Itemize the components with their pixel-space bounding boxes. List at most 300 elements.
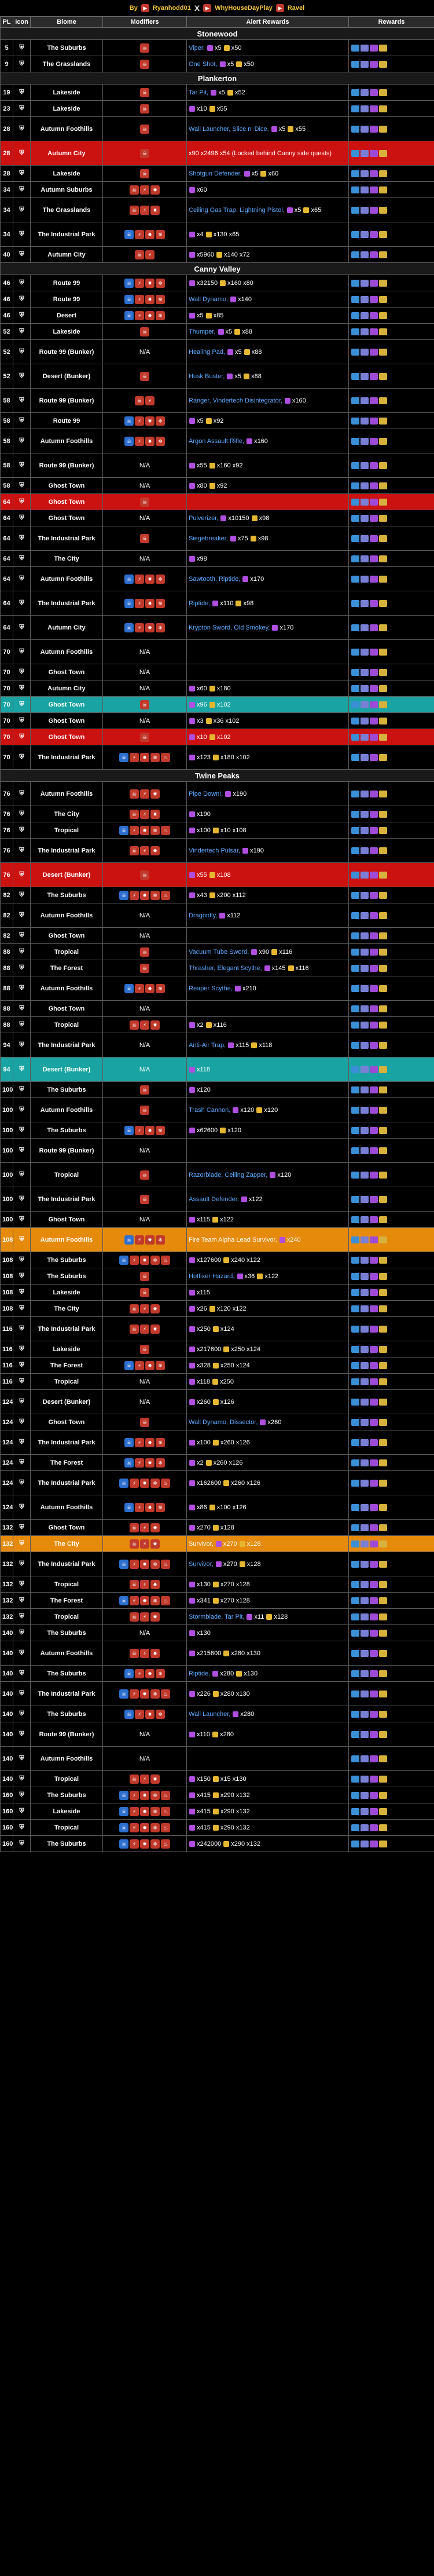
mission-type-icon: ⛨ (13, 275, 31, 291)
alert-reward-amount-2: x280 (220, 1730, 234, 1738)
reward-icon (370, 754, 378, 761)
table-row[interactable] (1, 1122, 434, 1139)
biome: The Suburbs (31, 1268, 103, 1285)
table-row[interactable] (1, 1536, 434, 1552)
reward-item-icon (189, 1306, 195, 1312)
table-row[interactable] (1, 944, 434, 960)
power-level: 108 (1, 1301, 13, 1317)
table-row[interactable] (1, 141, 434, 166)
table-row[interactable] (1, 640, 434, 664)
reward-item-icon (189, 1525, 195, 1531)
table-row[interactable] (1, 806, 434, 822)
table-row[interactable] (1, 1058, 434, 1082)
biome: Desert (Bunker) (31, 364, 103, 389)
power-level: 108 (1, 1268, 13, 1285)
modifiers (103, 1163, 187, 1187)
mission-type-icon: ⛨ (13, 1122, 31, 1139)
modifier-icon: ❄ (150, 1839, 160, 1849)
table-row[interactable] (1, 903, 434, 928)
alert-reward-amount: x160 (254, 437, 268, 445)
reward-icon (379, 45, 387, 52)
table-row[interactable] (1, 1430, 434, 1455)
biome: Tropical (31, 944, 103, 960)
table-row[interactable] (1, 247, 434, 263)
table-row[interactable] (1, 166, 434, 182)
alert-reward-amount: x60 (197, 186, 207, 193)
modifier-icon: ☠ (119, 891, 128, 900)
reward-icon (379, 1005, 387, 1012)
table-row[interactable] (1, 745, 434, 770)
modifiers (103, 324, 187, 340)
header-biome: Biome (31, 17, 103, 28)
reward-icon (351, 1776, 359, 1783)
table-row[interactable] (1, 1374, 434, 1390)
alert-rewards (187, 903, 349, 928)
table-row[interactable] (1, 1033, 434, 1058)
reward-icon (351, 1581, 359, 1588)
rewards (349, 1609, 434, 1625)
rewards (349, 1593, 434, 1609)
rewards (349, 1187, 434, 1212)
mission-type-icon: ⛨ (13, 591, 31, 616)
modifiers (103, 745, 187, 770)
reward-icon (361, 1326, 369, 1333)
modifier-icon: ☠ (135, 396, 144, 405)
table-row[interactable] (1, 1228, 434, 1252)
alert-reward-amount: x215600 (197, 1649, 223, 1657)
reward-item-icon (228, 1042, 234, 1048)
alert-reward-amount-2: x122 (264, 1272, 279, 1280)
biome: Ghost Town (31, 697, 103, 713)
table-row[interactable] (1, 1771, 434, 1787)
reward-icon (379, 1326, 387, 1333)
reward-icon (379, 1305, 387, 1312)
table-row[interactable] (1, 1641, 434, 1666)
alert-reward-amount: x118 (197, 1066, 211, 1073)
rewards (349, 1552, 434, 1576)
table-row[interactable] (1, 413, 434, 429)
modifier-icon: ⚡ (140, 1304, 149, 1313)
mission-type-icon: ⛨ (13, 182, 31, 198)
table-row[interactable] (1, 291, 434, 308)
table-row[interactable] (1, 453, 434, 478)
alert-reward-amount: x32150 (197, 279, 220, 287)
table-row[interactable] (1, 222, 434, 247)
table-row[interactable] (1, 182, 434, 198)
table-row[interactable] (1, 1609, 434, 1625)
alert-reward-text: Ranger, Vindertech Disintegrator, (189, 397, 284, 404)
modifier-icon: ♨ (161, 1596, 170, 1605)
modifier-icon: ❄ (156, 311, 165, 320)
table-row[interactable] (1, 1163, 434, 1187)
reward-icon (351, 1005, 359, 1012)
rewards (349, 117, 434, 141)
table-row[interactable] (1, 1682, 434, 1706)
reward-icon (351, 482, 359, 489)
biome: Tropical (31, 1771, 103, 1787)
reward-item-icon (230, 297, 236, 302)
alert-reward-text: One Shot, (189, 60, 219, 68)
reward-icon (351, 61, 359, 68)
reward-item-icon (189, 734, 195, 740)
biome: The Industrial Park (31, 1317, 103, 1341)
table-row[interactable] (1, 1414, 434, 1430)
table-row[interactable] (1, 1455, 434, 1471)
alert-rewards (187, 1374, 349, 1390)
modifiers (103, 247, 187, 263)
reward-icon (351, 718, 359, 724)
modifiers (103, 1455, 187, 1471)
modifiers (103, 1471, 187, 1495)
table-row[interactable] (1, 198, 434, 222)
reward-icon (351, 105, 359, 112)
reward-gold-icon (209, 872, 215, 878)
table-row[interactable] (1, 1317, 434, 1341)
table-row[interactable] (1, 1252, 434, 1268)
biome: Ghost Town (31, 494, 103, 510)
modifier-icon: ☠ (119, 1689, 128, 1699)
table-row[interactable] (1, 340, 434, 364)
rewards (349, 1301, 434, 1317)
table-row[interactable] (1, 85, 434, 101)
modifier-icon: ✸ (150, 846, 160, 855)
modifier-icon: ✸ (150, 1539, 160, 1549)
modifier-icon: ♨ (161, 826, 170, 835)
table-row[interactable] (1, 567, 434, 591)
modifiers (103, 1082, 187, 1098)
modifier-icon: ❄ (156, 1669, 165, 1678)
modifiers (103, 1836, 187, 1852)
mission-type-icon: ⛨ (13, 1390, 31, 1414)
reward-item-icon (189, 1630, 195, 1636)
table-row[interactable] (1, 1187, 434, 1212)
rewards (349, 340, 434, 364)
modifier-icon: ⚡ (135, 575, 144, 584)
table-row[interactable] (1, 40, 434, 56)
power-level: 40 (1, 247, 13, 263)
table-row[interactable] (1, 478, 434, 494)
table-row[interactable] (1, 928, 434, 944)
table-row[interactable] (1, 1787, 434, 1803)
section-title: Twine Peaks (1, 770, 434, 782)
alert-rewards (187, 1357, 349, 1374)
alert-reward-amount: x415 (197, 1791, 212, 1799)
reward-item-icon (264, 965, 270, 971)
power-level: 34 (1, 198, 13, 222)
reward-icon (361, 231, 369, 238)
reward-gold-icon (212, 1379, 218, 1385)
reward-item-icon (260, 1419, 266, 1425)
table-row[interactable] (1, 1706, 434, 1722)
reward-icon (379, 418, 387, 425)
mission-type-icon: ⛨ (13, 413, 31, 429)
table-row[interactable] (1, 1593, 434, 1609)
power-level: 64 (1, 494, 13, 510)
alert-rewards (187, 453, 349, 478)
alert-reward-amount-2: x116 (213, 1021, 227, 1029)
modifier-icon: ♨ (161, 753, 170, 762)
mission-type-icon: ⛨ (13, 1625, 31, 1641)
reward-gold-icon (206, 1460, 212, 1466)
modifier-icon: ❄ (156, 1235, 165, 1245)
table-row[interactable] (1, 616, 434, 640)
table-row[interactable] (1, 324, 434, 340)
modifier-icon: ✸ (145, 599, 155, 608)
modifier-icon: ✸ (145, 295, 155, 304)
alert-reward-amount-2: x100 x126 (216, 1503, 247, 1511)
power-level: 64 (1, 616, 13, 640)
modifier-icon: ☠ (140, 947, 149, 957)
reward-icon (351, 1670, 359, 1677)
alert-reward-text: Riptide, (189, 1670, 212, 1677)
modifier-icon: ⚡ (135, 1235, 144, 1245)
alert-reward-amount: x140 (238, 295, 252, 303)
modifier-icon: ⚡ (140, 185, 149, 195)
modifier-icon: ⚡ (135, 1438, 144, 1447)
reward-icon (370, 1107, 378, 1114)
table-row[interactable] (1, 863, 434, 887)
table-row[interactable] (1, 1625, 434, 1641)
table-row[interactable] (1, 1098, 434, 1122)
modifiers (103, 1495, 187, 1520)
reward-icon (361, 1216, 369, 1223)
table-row[interactable] (1, 1576, 434, 1593)
reward-icon (379, 89, 387, 96)
alert-reward-amount: x3 (197, 717, 205, 724)
table-row[interactable] (1, 1520, 434, 1536)
reward-item-icon (189, 755, 195, 760)
table-row[interactable] (1, 1471, 434, 1495)
mission-type-icon: ⛨ (13, 1771, 31, 1787)
power-level: 132 (1, 1536, 13, 1552)
modifiers (103, 1771, 187, 1787)
table-row[interactable] (1, 697, 434, 713)
table-row[interactable] (1, 389, 434, 413)
power-level: 5 (1, 40, 13, 56)
reward-icon (370, 555, 378, 562)
reward-icon (351, 535, 359, 542)
mission-type-icon: ⛨ (13, 117, 31, 141)
modifier-icon: ✸ (140, 1560, 149, 1569)
reward-icon (379, 1581, 387, 1588)
modifiers (103, 364, 187, 389)
alert-reward-amount: x217600 (197, 1345, 223, 1353)
rewards (349, 839, 434, 863)
table-row[interactable] (1, 1722, 434, 1747)
table-row[interactable] (1, 822, 434, 839)
section-title: Plankerton (1, 72, 434, 85)
alert-reward-amount: x242000 (197, 1840, 223, 1847)
table-row[interactable] (1, 510, 434, 526)
table-row[interactable] (1, 1082, 434, 1098)
modifier-icon: ⚡ (140, 846, 149, 855)
table-row[interactable] (1, 551, 434, 567)
power-level: 140 (1, 1641, 13, 1666)
table-row[interactable] (1, 1212, 434, 1228)
biome: Tropical (31, 1017, 103, 1033)
mission-type-icon: ⛨ (13, 1082, 31, 1098)
alert-reward-text: Thumper, (189, 328, 218, 335)
modifiers (103, 1268, 187, 1285)
reward-icon (351, 847, 359, 854)
table-row[interactable] (1, 429, 434, 453)
table-row[interactable] (1, 1341, 434, 1357)
alert-reward-amount: x270 (223, 1540, 239, 1547)
table-body (1, 28, 434, 1852)
table-row[interactable] (1, 664, 434, 680)
reward-icon (379, 373, 387, 380)
table-row[interactable] (1, 117, 434, 141)
table-row[interactable] (1, 1139, 434, 1163)
biome: The Industrial Park (31, 1552, 103, 1576)
alert-reward-text: Wall Launcher, Slice n' Dice, (189, 125, 271, 133)
table-row[interactable] (1, 1747, 434, 1771)
reward-icon (361, 949, 369, 956)
table-row[interactable] (1, 1301, 434, 1317)
modifier-icon: ⚡ (140, 810, 149, 819)
rewards (349, 478, 434, 494)
reward-icon (370, 701, 378, 708)
modifier-icon: ☠ (119, 826, 128, 835)
table-row[interactable] (1, 526, 434, 551)
modifier-icon: ✸ (145, 1361, 155, 1370)
reward-icon (379, 251, 387, 258)
power-level: 124 (1, 1414, 13, 1430)
power-level: 76 (1, 863, 13, 887)
modifier-icon: ☠ (124, 437, 134, 446)
alert-reward-text: Vacuum Tube Sword, (189, 948, 251, 956)
rewards (349, 976, 434, 1001)
table-row[interactable] (1, 1285, 434, 1301)
biome: Autumn Suburbs (31, 182, 103, 198)
reward-icon (351, 1731, 359, 1738)
reward-icon (370, 1086, 378, 1093)
table-row[interactable] (1, 1001, 434, 1017)
table-row[interactable] (1, 1357, 434, 1374)
reward-icon (351, 1541, 359, 1547)
rewards (349, 1374, 434, 1390)
modifier-icon: ❄ (156, 1503, 165, 1512)
alert-reward-amount: x55 (197, 462, 209, 469)
table-row[interactable] (1, 960, 434, 976)
biome: Route 99 (Bunker) (31, 1722, 103, 1747)
table-row[interactable] (1, 782, 434, 806)
table-row[interactable] (1, 275, 434, 291)
table-row[interactable] (1, 101, 434, 117)
reward-icon (379, 718, 387, 724)
mission-type-icon: ⛨ (13, 928, 31, 944)
table-row[interactable] (1, 1836, 434, 1852)
reward-gold-icon (303, 207, 309, 213)
modifier-icon: ⚡ (140, 1649, 149, 1658)
rewards (349, 863, 434, 887)
reward-icon (370, 1172, 378, 1179)
power-level: 116 (1, 1341, 13, 1357)
modifier-icon: ⚡ (140, 1612, 149, 1622)
modifiers (103, 526, 187, 551)
reward-item-icon (189, 1825, 195, 1831)
biome: The Forest (31, 1357, 103, 1374)
table-row[interactable] (1, 887, 434, 903)
table-row[interactable] (1, 976, 434, 1001)
reward-icon (370, 1731, 378, 1738)
table-row[interactable] (1, 1666, 434, 1682)
reward-icon (361, 555, 369, 562)
mission-type-icon: ⛨ (13, 1357, 31, 1374)
alert-reward-amount-2: x260 x126 (213, 1459, 243, 1466)
table-row[interactable] (1, 729, 434, 745)
table-row[interactable] (1, 308, 434, 324)
alert-reward-amount-2: x98 (243, 599, 254, 607)
biome: Autumn Foothills (31, 640, 103, 664)
rewards (349, 1430, 434, 1455)
reward-icon (361, 1613, 369, 1620)
table-row[interactable] (1, 713, 434, 729)
rewards (349, 526, 434, 551)
reward-icon (379, 1840, 387, 1847)
table-row[interactable] (1, 1017, 434, 1033)
reward-icon (361, 61, 369, 68)
modifier-icon: ✸ (145, 1503, 155, 1512)
reward-icon (370, 1561, 378, 1568)
rewards (349, 745, 434, 770)
reward-icon (361, 89, 369, 96)
table-row[interactable] (1, 1820, 434, 1836)
reward-icon (370, 515, 378, 522)
table-row[interactable] (1, 680, 434, 697)
table-row[interactable] (1, 591, 434, 616)
power-level: 28 (1, 117, 13, 141)
alert-reward-amount: x162600 (197, 1479, 223, 1487)
table-row[interactable] (1, 56, 434, 72)
table-row[interactable] (1, 1803, 434, 1820)
table-row[interactable] (1, 1495, 434, 1520)
mission-type-icon: ⛨ (13, 1552, 31, 1576)
reward-icon (351, 701, 359, 708)
reward-icon (379, 1630, 387, 1637)
reward-item-icon (189, 1598, 195, 1604)
mission-type-icon: ⛨ (13, 1666, 31, 1682)
alert-rewards (187, 478, 349, 494)
reward-icon (361, 965, 369, 972)
modifiers (103, 1641, 187, 1666)
power-level: 70 (1, 640, 13, 664)
table-row[interactable] (1, 1552, 434, 1576)
mission-type-icon: ⛨ (13, 198, 31, 222)
biome: The Industrial Park (31, 1430, 103, 1455)
reward-item-icon (227, 349, 233, 355)
table-row[interactable] (1, 1268, 434, 1285)
table-row[interactable] (1, 839, 434, 863)
rewards (349, 1122, 434, 1139)
table-row[interactable] (1, 364, 434, 389)
reward-icon (370, 1236, 378, 1243)
reward-icon (379, 912, 387, 919)
modifiers (103, 960, 187, 976)
rewards (349, 1098, 434, 1122)
modifier-icon: ☠ (130, 1324, 139, 1334)
reward-icon (361, 1172, 369, 1179)
biome: Route 99 (Bunker) (31, 1139, 103, 1163)
rewards (349, 822, 434, 839)
alert-rewards (187, 1317, 349, 1341)
table-row[interactable] (1, 1390, 434, 1414)
reward-gold-icon (234, 329, 240, 335)
table-row[interactable] (1, 494, 434, 510)
modifiers: N/A (103, 1001, 187, 1017)
alert-rewards (187, 1682, 349, 1706)
reward-item-icon (189, 1257, 195, 1263)
